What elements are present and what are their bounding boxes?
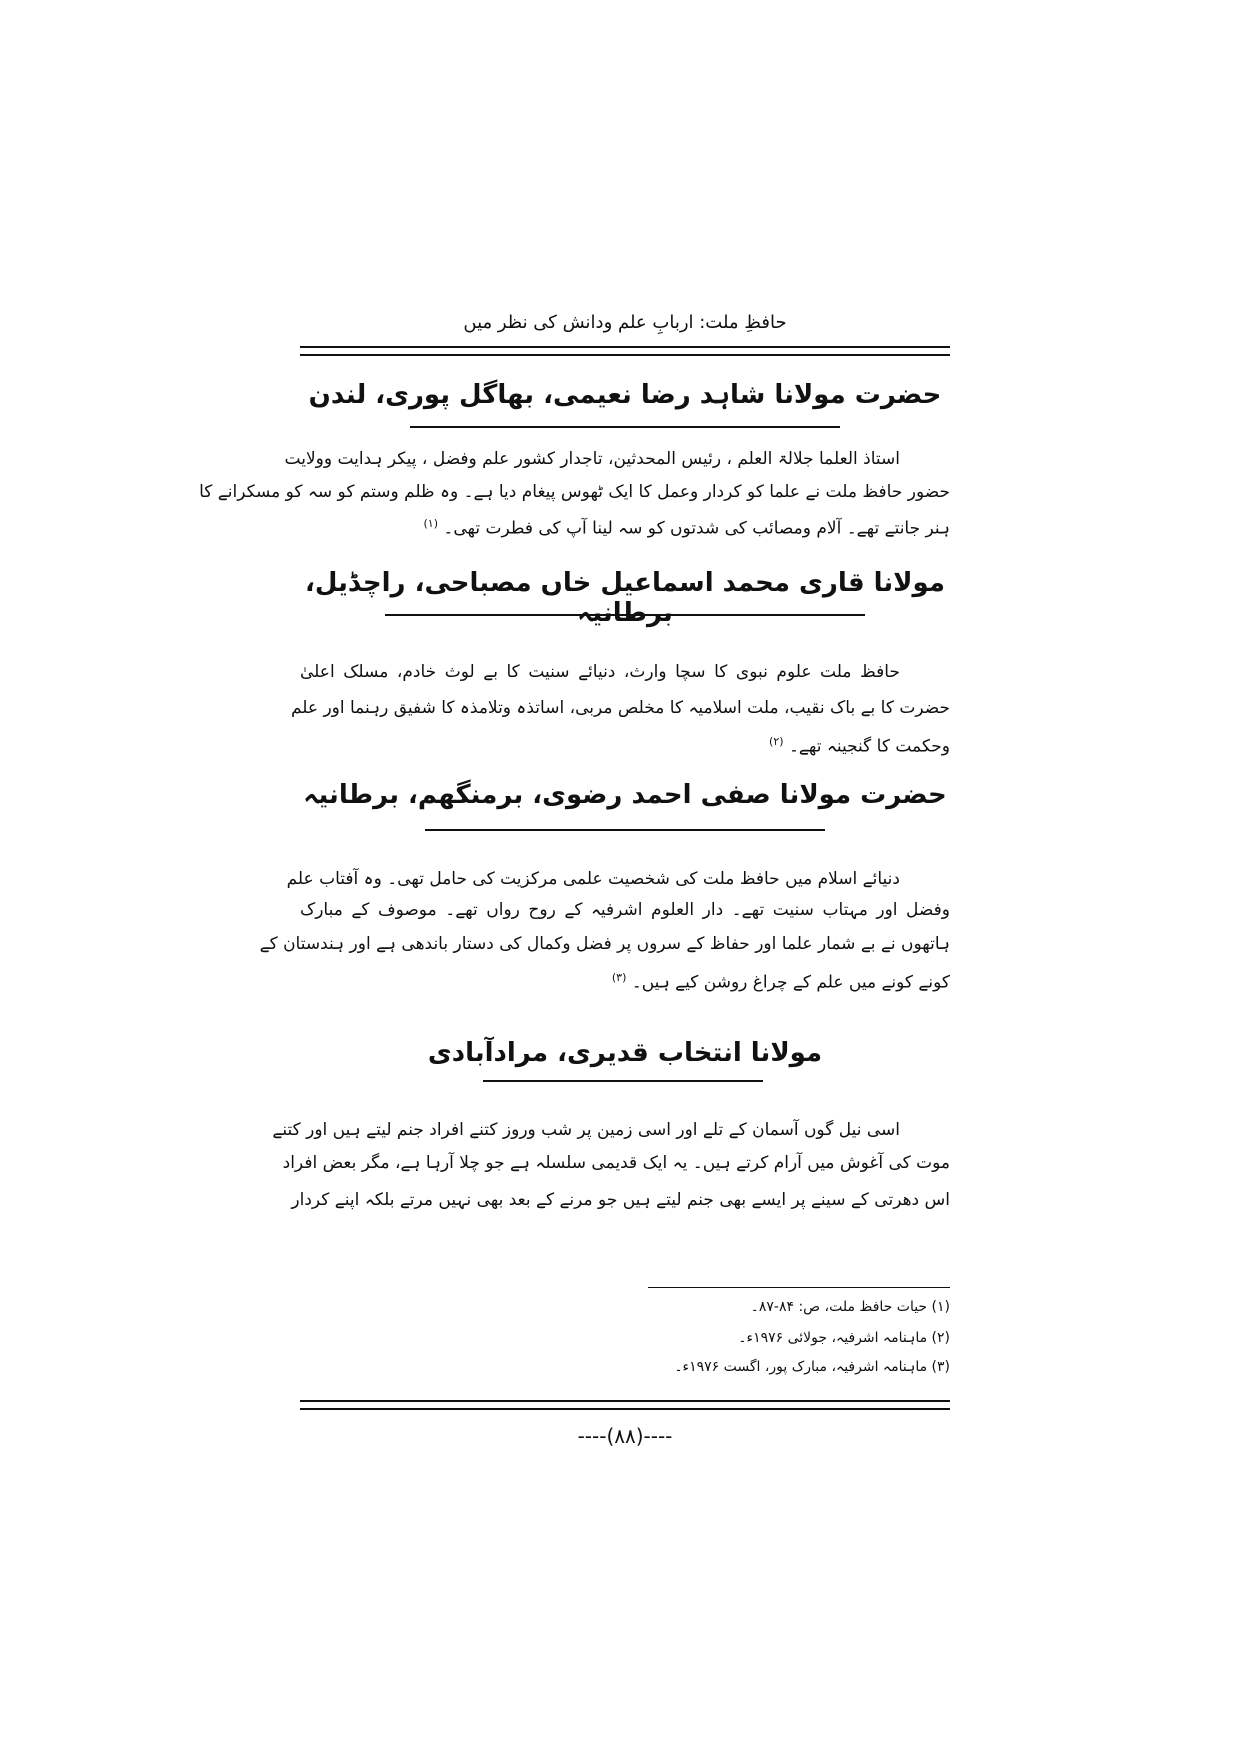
paragraph-line xyxy=(300,509,950,539)
line-text: ہنر جانتے تھے۔ آلام ومصائب کی شدتوں کو سہ لینا آپ کی فطرت تھی۔ xyxy=(443,518,950,539)
footer-double-rule xyxy=(300,1400,950,1410)
paragraph-line: ہاتھوں نے بے شمار علما اور حفاظ کے سروں پر فضل وکمال کی دستار باندھی ہے اور ہندستان کے xyxy=(259,934,950,954)
paragraph-line: استاذ العلما جلالۃ العلم ، رئیس المحدثین، تاجدار کشور علم وفضل ، پیکر ہدایت وولایت xyxy=(284,449,900,469)
footnote-ref: (۲) xyxy=(769,735,784,748)
heading-underline xyxy=(410,426,840,428)
paragraph-line xyxy=(300,963,950,993)
paragraph-line: دنیائے اسلام میں حافظ ملت کی شخصیت علمی مرکزیت کی حامل تھی۔ وہ آفتاب علم xyxy=(286,869,900,889)
header-double-rule xyxy=(300,346,950,356)
paragraph-line: حضرت کا بے باک نقیب، ملت اسلامیہ کا مخلص مربی، اساتذہ وتلامذہ کا شفیق رہنما اور علم xyxy=(290,698,950,718)
section-heading: حضرت مولانا شاہد رضا نعیمی، بھاگل پوری، لندن xyxy=(308,380,942,410)
paragraph-line: اسی نیل گوں آسمان کے تلے اور اسی زمین پر شب وروز کتنے افراد جنم لیتے ہیں اور کتنے xyxy=(272,1120,900,1140)
section-heading: حضرت مولانا صفی احمد رضوی، برمنگھم، برطانیہ xyxy=(303,780,947,810)
paragraph-line xyxy=(300,727,950,757)
footnote-ref: (۳) xyxy=(611,971,627,984)
footnote-separator xyxy=(648,1287,950,1288)
line-text: کونے کونے میں علم کے چراغ روشن کیے ہیں۔ xyxy=(631,972,950,993)
paragraph-line: موت کی آغوش میں آرام کرتے ہیں۔ یہ ایک قدیمی سلسلہ ہے جو چلا آرہا ہے، مگر بعض افراد xyxy=(282,1153,950,1173)
footnote-ref: (۱) xyxy=(423,517,438,530)
footnote: (۳) ماہنامہ اشرفیہ، مبارک پور، اگست ۱۹۷۶ء۔ xyxy=(674,1359,950,1375)
paragraph-line: وفضل اور مہتاب سنیت تھے۔ دار العلوم اشرفیہ کے روح رواں تھے۔ موصوف کے مبارک xyxy=(300,900,950,920)
footnote: (۱) حیات حافظ ملت، ص: ۸۴-۸۷۔ xyxy=(750,1299,950,1315)
paragraph-line: حضور حافظ ملت نے علما کو کردار وعمل کا ایک ٹھوس پیغام دیا ہے۔ وہ ظلم وستم کو سہ کو مسکرانے کا xyxy=(199,482,950,502)
section-heading: مولانا انتخاب قدیری، مرادآبادی xyxy=(427,1038,823,1068)
line-text: وحکمت کا گنجینہ تھے۔ xyxy=(788,736,950,757)
heading-underline xyxy=(483,1080,763,1082)
paragraph-line: اس دھرتی کے سینے پر ایسے بھی جنم لیتے ہیں جو مرنے کے بعد بھی نہیں مرتے بلکہ اپنے کردار xyxy=(291,1190,950,1210)
heading-underline xyxy=(425,829,825,831)
section-heading: مولانا قاری محمد اسماعیل خاں مصباحی، راچڈیل، برطانیہ xyxy=(305,568,945,628)
footnote: (۲) ماہنامہ اشرفیہ، جولائی ۱۹۷۶ء۔ xyxy=(738,1330,950,1346)
paragraph-line: حافظ ملت علوم نبوی کا سچا وارث، دنیائے سنیت کا بے لوث خادم، مسلک اعلیٰ xyxy=(300,662,900,682)
running-header: حافظِ ملت: اربابِ علم ودانش کی نظر میں xyxy=(463,312,787,333)
heading-underline xyxy=(385,614,865,616)
page-number: ----(۸۸)---- xyxy=(577,1424,673,1448)
